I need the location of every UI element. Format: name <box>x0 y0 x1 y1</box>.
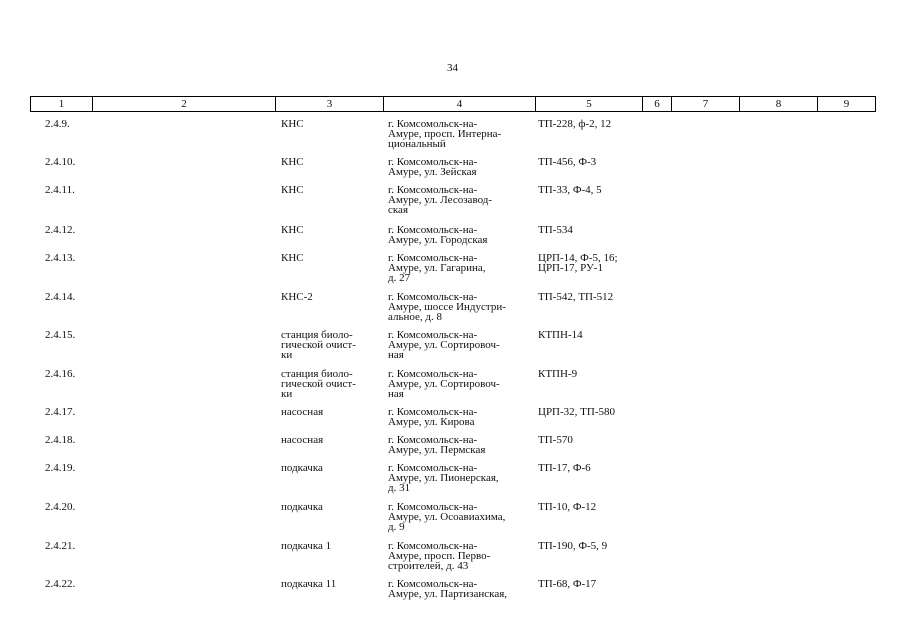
row-number: 2.4.21. <box>45 540 76 552</box>
object-name: станция биоло- гической очист- ки <box>281 329 356 361</box>
object-name: КНС <box>281 118 304 130</box>
row-number: 2.4.10. <box>45 156 76 168</box>
object-address: г. Комсомольск-на- Амуре, ул. Осоавиахима, д. 9 <box>388 501 506 533</box>
row-number: 2.4.14. <box>45 291 76 303</box>
power-source: ЦРП-32, ТП-580 <box>538 406 615 418</box>
row-number: 2.4.15. <box>45 329 76 341</box>
object-name: насосная <box>281 406 324 418</box>
object-name: подкачка 1 <box>281 540 332 552</box>
power-source: ТП-33, Ф-4, 5 <box>538 184 602 196</box>
object-name: подкачка <box>281 462 323 474</box>
object-address: г. Комсомольск-на- Амуре, ул. Партизанская, <box>388 578 508 600</box>
object-address: г. Комсомольск-на- Амуре, ул. Лесозавод- ская <box>388 184 493 216</box>
row-number: 2.4.12. <box>45 224 76 236</box>
object-address: г. Комсомольск-на- Амуре, шоссе Индустри- альное, д. 8 <box>388 291 506 323</box>
object-address: г. Комсомольск-на- Амуре, ул. Сортировоч- ная <box>388 329 500 361</box>
object-name: насосная <box>281 434 324 446</box>
object-name: подкачка 11 <box>281 578 337 590</box>
power-source: ТП-190, Ф-5, 9 <box>538 540 608 552</box>
column-7-header: 7 <box>671 97 739 111</box>
power-source: ТП-534 <box>538 224 573 236</box>
power-source: КТПН-14 <box>538 329 583 341</box>
table-column-header <box>30 96 876 112</box>
object-name: КНС <box>281 224 304 236</box>
object-name: КНС <box>281 184 304 196</box>
object-address: г. Комсомольск-на- Амуре, ул. Городская <box>388 224 488 246</box>
object-address: г. Комсомольск-на- Амуре, ул. Зейская <box>388 156 478 178</box>
object-address: г. Комсомольск-на- Амуре, ул. Гагарина, д. 27 <box>388 252 486 284</box>
object-name: КНС <box>281 252 304 264</box>
object-address: г. Комсомольск-на- Амуре, ул. Сортировоч- ная <box>388 368 500 400</box>
column-1-header: 1 <box>58 98 65 110</box>
column-5-header: 5 <box>535 97 642 111</box>
object-address: г. Комсомольск-на- Амуре, ул. Пермская <box>388 434 486 456</box>
power-source: ТП-542, ТП-512 <box>538 291 614 303</box>
power-source: ТП-456, Ф-3 <box>538 156 597 168</box>
column-2-header: 2 <box>92 97 275 111</box>
object-name: подкачка <box>281 501 323 513</box>
row-number: 2.4.19. <box>45 462 76 474</box>
column-9-header: 9 <box>817 97 875 111</box>
power-source: КТПН-9 <box>538 368 578 380</box>
row-number: 2.4.22. <box>45 578 76 590</box>
column-3-header: 3 <box>275 97 383 111</box>
row-number: 2.4.11. <box>45 184 75 196</box>
row-number: 2.4.18. <box>45 434 76 446</box>
power-source: ТП-17, Ф-6 <box>538 462 591 474</box>
power-source: ТП-10, Ф-12 <box>538 501 597 513</box>
row-number: 2.4.20. <box>45 501 76 513</box>
column-4-header: 4 <box>383 97 535 111</box>
power-source: ТП-228, ф-2, 12 <box>538 118 612 130</box>
page-number: 34 <box>447 62 458 74</box>
row-number: 2.4.16. <box>45 368 76 380</box>
column-6-header: 6 <box>642 97 671 111</box>
power-source: ТП-570 <box>538 434 573 446</box>
object-address: г. Комсомольск-на- Амуре, ул. Кирова <box>388 406 478 428</box>
power-source: ЦРП-14, Ф-5, 16; ЦРП-17, РУ-1 <box>538 252 618 274</box>
object-name: станция биоло- гической очист- ки <box>281 368 356 400</box>
column-8-header: 8 <box>739 97 817 111</box>
row-number: 2.4.13. <box>45 252 76 264</box>
row-number: 2.4.17. <box>45 406 76 418</box>
power-source: ТП-68, Ф-17 <box>538 578 597 590</box>
object-name: КНС-2 <box>281 291 313 303</box>
object-address: г. Комсомольск-на- Амуре, ул. Пионерская, д. 31 <box>388 462 499 494</box>
object-address: г. Комсомольск-на- Амуре, просп. Перво- строителей, д. 43 <box>388 540 491 572</box>
object-name: КНС <box>281 156 304 168</box>
row-number: 2.4.9. <box>45 118 70 130</box>
object-address: г. Комсомольск-на- Амуре, просп. Интерна- циональный <box>388 118 502 150</box>
